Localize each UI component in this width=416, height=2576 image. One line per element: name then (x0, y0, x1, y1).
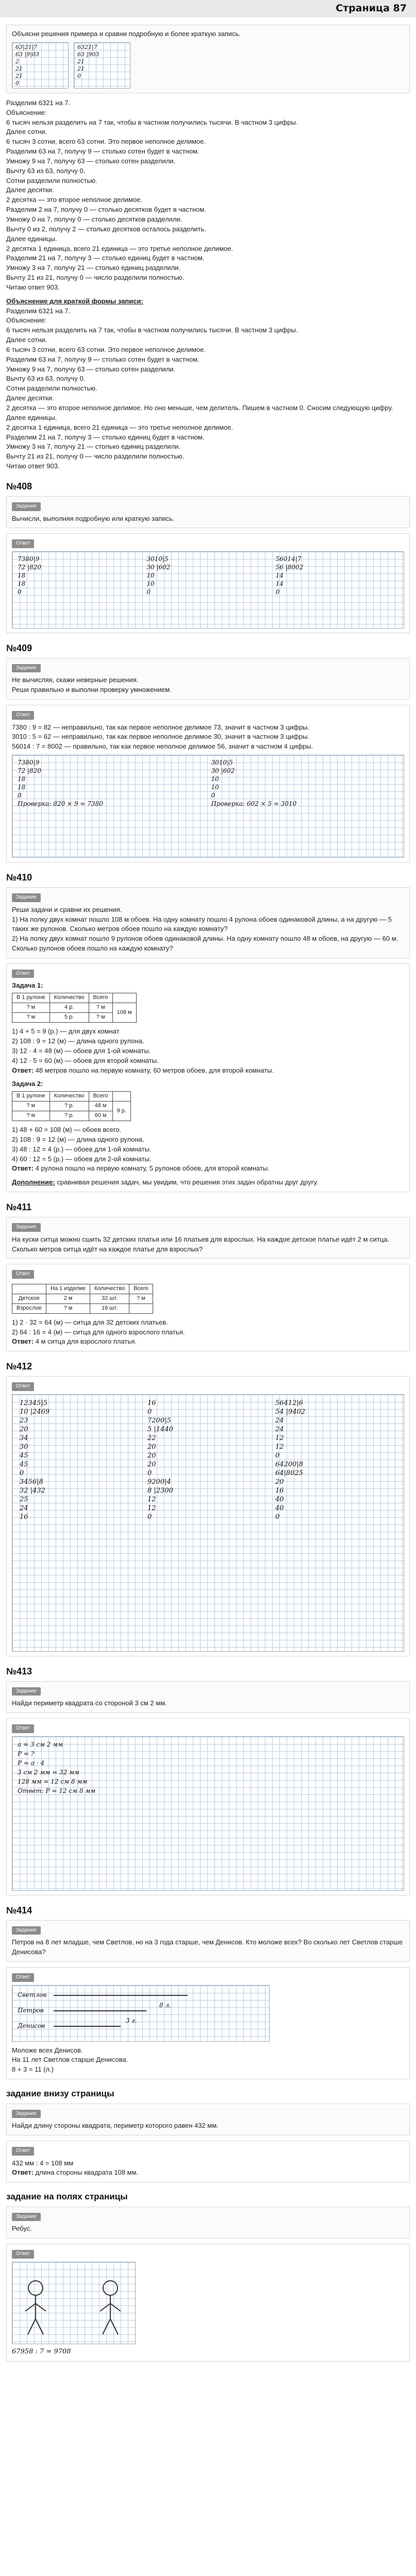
explanation-line: Читаю ответ 903. (6, 283, 60, 291)
intro-text: Объясни решения примера и сравни подробную и более краткую запись. (12, 30, 241, 38)
difference-label-3: 3 г. (126, 2016, 137, 2024)
segment-denisov (54, 2026, 121, 2027)
segment-petrov (54, 2010, 146, 2011)
calc-line: 18 (18, 784, 26, 791)
calc-line: 45 (20, 1460, 28, 1468)
calc-line: 72 |820 (18, 767, 42, 775)
calc-line: 22 (147, 1434, 156, 1442)
answer-line: На 11 лет Светлов старше Денисова. (12, 2056, 128, 2064)
task-413-text: Найди периметр квадрата со стороной 3 см 2 мм. (12, 1699, 167, 1707)
calc-line: 0 (147, 1408, 152, 1416)
task-number-413: №413 (6, 1666, 32, 1676)
explanation-line: Далее сотни. (6, 336, 47, 344)
calc-line: 25 (20, 1495, 28, 1503)
task-tag: Задание (12, 1223, 41, 1232)
task-number-414: №414 (6, 1905, 32, 1916)
calc-line: 12 (147, 1504, 156, 1512)
calc-line: 30 |602 (211, 767, 235, 775)
problem-2-answer-label: Ответ: (12, 1164, 34, 1173)
calc-line: 20 (20, 1425, 28, 1433)
task-number-412: №412 (6, 1361, 32, 1372)
calc-line: 54 |9402 (275, 1408, 306, 1416)
explanation-line: Умножу 0 на 7, получу 0 — столько десятков разделили. (6, 215, 182, 223)
explanation-line: Разделим 6321 на 7. (6, 98, 71, 107)
intro-calc (12, 42, 404, 89)
task-408-text: Вычисли, выполняя подробную или краткую запись. (12, 514, 175, 522)
explanation-line: Читаю ответ 903. (6, 462, 60, 470)
margin-answer-block (6, 2244, 410, 2361)
calc-line: 0 (275, 1513, 280, 1521)
bottom-task-block (6, 2104, 410, 2136)
explanation-line: Разделим 63 на 7, получу 9 — столько сотен будет в частном. (6, 147, 199, 156)
task-414-block (6, 1920, 410, 1962)
calc-line: 0 (211, 792, 215, 800)
explanation-line: Вычту 21 из 21, получу 0 — число разделили полностью. (6, 452, 185, 461)
explanation-1 (6, 98, 410, 293)
margin-task-heading: задание на полях страницы (6, 2192, 128, 2202)
page-header (0, 0, 416, 18)
calc-line: 3010|5 (211, 759, 233, 767)
calc-line: 5 |1440 (147, 1425, 173, 1433)
calc-line: 40 (275, 1504, 284, 1512)
task-line: 1) На полку двух комнат пошло 108 м обоев. На одну комнату пошло 4 рулона обоев одинаковой длины, а на другую — 5 таких же рулонов. Сколько метров обоев пошло на каждую комнату? (12, 915, 392, 933)
explanation-line: Разделим 63 на 7, получу 9 — столько сотен будет в частном. (6, 355, 199, 363)
explanation-line: 6 тысяч нельзя разделить на 7 так, чтобы в частном получились тысячи. В частном 3 цифры. (6, 326, 298, 334)
answer-408-work (12, 551, 404, 629)
solution-line: 1) 48 + 60 = 108 (м) — обоев всего. (12, 1126, 122, 1133)
calc-line: 0 (77, 72, 81, 79)
explanation-line: Разделим 21 на 7, получу 3 — столько единиц будет в частном. (6, 254, 205, 262)
answer-tag: Ответ (12, 539, 34, 548)
problem-1-answer: 48 метров пошло на первую комнату, 60 метров обоев, для второй комнаты. (35, 1066, 274, 1074)
margin-task-text: Ребус. (12, 2225, 32, 2233)
calc-line: 0 (18, 588, 22, 596)
explanation-line: Умножу 3 на 7, получу 21 — столько единиц разделили. (6, 264, 181, 272)
answer-line: 3010 : 5 = 62 — неправильно, так как первое неполное делимое 30, значит в частном 3 цифры. (12, 733, 309, 741)
calc-line: 64|8025 (275, 1469, 304, 1477)
calc-line: 20 (147, 1451, 156, 1460)
task-410-block (6, 887, 410, 958)
answer-tag: Ответ (12, 1724, 34, 1733)
calc-line: 18 (18, 775, 26, 783)
calc-line: 63 |9|03 (15, 50, 39, 58)
task-tag: Задание (12, 502, 41, 511)
calc-line: 24 (275, 1416, 284, 1425)
segment-label-petrov: Петров (18, 2006, 44, 2014)
calc-line: a = 3 см 2 мм (18, 1740, 63, 1748)
calc-line: 12 (275, 1434, 284, 1442)
calc-line: 3010|5 (146, 555, 169, 563)
bottom-answer-text: длина стороны квадрата 108 мм. (35, 2168, 139, 2177)
calc-line: 20 (147, 1460, 156, 1468)
calc-line: 21 (77, 65, 85, 72)
task-line: Не вычисляя, скажи неверные решения. (12, 676, 139, 684)
calc-line: 24 (275, 1425, 284, 1433)
calc-line: Ответ: P = 12 см 8 мм (18, 1787, 96, 1794)
margin-answer-line: 67958 : 7 = 9708 (12, 2347, 71, 2355)
task-number-410: №410 (6, 872, 32, 883)
calc-line: Проверка: 602 × 5 = 3010 (211, 800, 297, 808)
bottom-answer-label: Ответ: (12, 2168, 34, 2177)
task-411-text: На куски ситца можно сшить 32 детских платья или 16 платьев для взрослых. На каждое детское платье идёт 2 м ситца. Сколько метров ситца идёт на каждое платье для взрослых? (12, 1235, 390, 1253)
explanation-line: Умножу 3 на 7, получу 21 — столько единиц разделили. (6, 443, 181, 451)
task-number-409: №409 (6, 642, 32, 653)
calc-line: 0 (147, 1469, 152, 1477)
task-tag: Задание (12, 2213, 41, 2222)
answer-tag: Ответ (12, 1270, 34, 1279)
calc-line: P = a · 4 (18, 1759, 44, 1767)
calc-line: 21 (15, 65, 23, 72)
calc-line: P = ? (18, 1750, 35, 1757)
calc-line: 12 (147, 1495, 156, 1503)
calc-line: 18 (18, 571, 26, 579)
task-tag: Задание (12, 2110, 41, 2119)
answer-tag: Ответ (12, 2250, 34, 2259)
answer-409-work (12, 755, 404, 858)
solution-line: 4) 60 : 12 = 5 (р.) — обоев для 2-ой комнаты. (12, 1155, 152, 1163)
supplement-label: Дополнение: (12, 1178, 55, 1187)
explanation-line: Объяснение: (6, 316, 47, 325)
answer-411-table: На 1 изделие Количество Всего Детское 2 м 32 шт. ? м Взрослое ? м 16 шт. (12, 1284, 153, 1314)
explanation-line: Умножу 9 на 7, получу 63 — столько сотен разделили. (6, 157, 176, 165)
calc-line: 64200|8 (275, 1460, 304, 1468)
explanation-line: 2 десятка 1 единица, всего 21 единица — это третье неполное делимое. (6, 423, 233, 431)
task-409-block (6, 658, 410, 700)
explanation-line: 6 тысяч 3 сотни, всего 63 сотни. Это первое неполное делимое. (6, 138, 206, 146)
task-414-text: Петров на 8 лет младше, чем Светлов, но на 3 года старше, чем Денисов. Кто моложе всех? Во сколько лет Светлов старше Денисова? (12, 1938, 403, 1956)
answer-411-label: Ответ: (12, 1337, 34, 1346)
bottom-task-text: Найди длину стороны квадрата, периметр которого равен 432 мм. (12, 2122, 219, 2130)
task-tag: Задание (12, 664, 41, 673)
answer-line: 8 + 3 = 11 (л.) (12, 2065, 54, 2074)
task-number-411: №411 (6, 1202, 32, 1213)
calc-line: 3 см 2 мм = 32 мм (18, 1768, 79, 1776)
calc-line: 0 (146, 588, 151, 596)
calc-line: 0 (15, 79, 19, 87)
calc-line: 72 |820 (18, 563, 42, 571)
segment-svetlov (54, 1995, 188, 1996)
calc-line: 0 (275, 1451, 280, 1460)
explanation-line: Далее единицы. (6, 413, 57, 421)
explanation-2 (6, 297, 410, 471)
explanation-line: 2 десятка — это второе неполное делимое. Но оно меньше, чем делитель. Пишем в частном 0. Сносим следующую цифру. (6, 404, 393, 412)
solution-line: 3) 12 · 4 = 48 (м) — обоев для 1-ой комнаты. (12, 1046, 151, 1055)
calc-line: 23 (20, 1416, 28, 1425)
segment-label-denisov: Денисов (18, 2022, 45, 2029)
calc-line: 21 (15, 72, 23, 79)
page-title: Страница 87 (336, 3, 407, 14)
calc-line: 34 (20, 1434, 28, 1442)
answer-413-work (12, 1736, 404, 1891)
answer-line: 56014 : 7 = 8002 — правильно, так как первое неполное делимое 56, значит в частном 4 цифры. (12, 742, 313, 751)
calc-line: 7380|9 (18, 555, 40, 563)
calc-line: 10 |2469 (20, 1408, 50, 1416)
calc-line: 128 мм = 12 см 8 мм (18, 1777, 88, 1785)
calc-line: 3456|8 (20, 1478, 43, 1486)
problem-1-answer-label: Ответ: (12, 1066, 34, 1074)
calc-line: 16 (147, 1399, 156, 1407)
calc-line: 16 (275, 1486, 284, 1495)
answer-tag: Ответ (12, 711, 34, 720)
task-tag: Задание (12, 893, 41, 902)
calc-line: 10 (146, 580, 155, 587)
explanation-line: Вычту 0 из 2, получу 2 — столько десятков осталось разделить. (6, 225, 206, 233)
answer-408-block (6, 533, 410, 633)
intro-calc-left (12, 42, 69, 89)
answer-line: 7380 : 9 = 82 — неправильно, так как первое неполное делимое 73, значит в частном 3 цифры. (12, 723, 309, 731)
calc-line: 12345|5 (20, 1399, 48, 1407)
problem-2-title: Задача 2: (12, 1080, 43, 1088)
answer-409-block (6, 705, 410, 862)
calc-line: 0 (20, 1469, 24, 1477)
calc-line: 56412|6 (275, 1399, 304, 1407)
page-content (0, 18, 416, 2362)
answer-411-text: 4 м ситца для взрослого платья. (35, 1337, 137, 1346)
solution-line: 2) 64 : 16 = 4 (м) — ситца для одного взрослого платья. (12, 1328, 185, 1336)
answer-tag: Ответ (12, 1382, 34, 1391)
answer-414-block (6, 1967, 410, 2079)
answer-tag: Ответ (12, 970, 34, 978)
bottom-answer-line: 432 мм : 4 = 108 мм (12, 2159, 74, 2167)
calc-line: 10 (211, 784, 219, 791)
margin-answer-illustration (12, 2262, 136, 2344)
answer-tag: Ответ (12, 2147, 34, 2156)
calc-line: 21 (77, 58, 85, 65)
calc-line: 20 (275, 1478, 284, 1486)
answer-411-block (6, 1264, 410, 1351)
answer-412-block (6, 1376, 410, 1656)
bottom-answer-block (6, 2141, 410, 2182)
explanation-line: Сотни разделили полностью. (6, 384, 97, 393)
explanation-line: Разделим 6321 на 7. (6, 307, 71, 315)
answer-tag: Ответ (12, 1973, 34, 1982)
calc-line: 63 |903 (77, 50, 99, 58)
solution-line: 2) 108 : 9 = 12 (м) — длина одного рулона. (12, 1037, 144, 1045)
calc-line: 20 (147, 1443, 156, 1451)
calc-line: Проверка: 820 × 9 = 7380 (18, 800, 103, 808)
calc-line: 32 |432 (20, 1486, 45, 1495)
calc-line: 18 (18, 580, 26, 587)
answer-413-block (6, 1718, 410, 1895)
answer-414-diagram (12, 1985, 270, 2042)
explanation-line: Далее десятки. (6, 186, 54, 194)
calc-line: 6321|7 (77, 43, 97, 50)
calc-line: 45 (20, 1451, 28, 1460)
explanation-2-heading: Объяснение для краткой формы записи: (6, 297, 143, 305)
calc-line: 14 (275, 580, 284, 587)
solution-line: 1) 2 · 32 = 64 (м) — ситца для 32 детских платьев. (12, 1318, 168, 1326)
task-line: 2) На полку двух комнат пошло 9 рулонов обоев одинаковой длины. На одну комнату пошло 48 м обоев, на другую — 60 м. Сколько рулонов обоев пошло на каждую комнату? (12, 935, 398, 953)
explanation-line: Разделим 21 на 7, получу 3 — столько единиц будет в частном. (6, 433, 205, 441)
calc-line: 30 (20, 1443, 28, 1451)
explanation-line: 6 тысяч 3 сотни, всего 63 сотни. Это первое неполное делимое. (6, 345, 206, 353)
calc-line: 30 |602 (146, 563, 171, 571)
calc-line: 0 (147, 1513, 152, 1521)
solution-line: 3) 48 : 12 = 4 (р.) — обоев для 1-ой комнаты. (12, 1145, 152, 1153)
segment-label-svetlov: Светлов (18, 1991, 47, 1998)
bottom-task-heading: задание внизу страницы (6, 2089, 114, 2099)
calc-line: 10 (146, 571, 155, 579)
explanation-line: Разделим 2 на 7, получу 0 — столько десятков будет в частном. (6, 206, 206, 214)
explanation-line: Сотни разделили полностью. (6, 176, 97, 184)
explanation-line: 6 тысяч нельзя разделить на 7 так, чтобы в частном получились тысячи. В частном 3 цифры. (6, 118, 298, 126)
calc-line: 56014|7 (275, 555, 302, 563)
problem-2-table: В 1 рулоне Количество Всего ? м ? р. 48 м 9 р. ? м ? р. 60 м (12, 1091, 131, 1121)
calc-line: 63|21|7 (15, 43, 38, 50)
task-tag: Задание (12, 1926, 41, 1935)
explanation-line: Вычту 63 из 63, получу 0. (6, 375, 86, 383)
problem-1-title: Задача 1: (12, 981, 43, 990)
explanation-line: 2 десятка 1 единица, всего 21 единица — это третье неполное делимое. (6, 244, 233, 252)
task-408-block (6, 496, 410, 528)
answer-410-block (6, 963, 410, 1192)
calc-line: 10 (211, 775, 219, 783)
calc-line: 2 (15, 58, 19, 65)
task-411-block (6, 1217, 410, 1259)
task-number-408: №408 (6, 481, 32, 492)
rebus-illustration (12, 2262, 136, 2345)
supplement-text: сравнивая решения задач, мы увидим, что решения этих задач обратны друг другу. (57, 1178, 319, 1187)
margin-task-block (6, 2207, 410, 2239)
explanation-line: 2 десятка — это второе неполное делимое. (6, 196, 143, 204)
calc-line: 16 (20, 1513, 28, 1521)
explanation-line: Далее единицы. (6, 234, 57, 243)
task-line: Реши задачи и сравни их решения. (12, 905, 122, 913)
calc-line: 12 (275, 1443, 284, 1451)
solution-line: 2) 108 : 9 = 12 (м) — длина одного рулона. (12, 1135, 144, 1143)
calc-line: 56 |8002 (275, 563, 304, 571)
explanation-line: Объяснение: (6, 108, 47, 116)
problem-2-answer: 4 рулона пошло на первую комнату, 5 рулонов обоев, для второй комнаты. (35, 1164, 270, 1173)
task-line: Реши правильно и выполни проверку умножением. (12, 686, 172, 694)
task-tag: Задание (12, 1687, 41, 1696)
calc-line: 14 (275, 571, 284, 579)
solution-line: 1) 4 + 5 = 9 (р.) — для двух комнат (12, 1027, 120, 1036)
problem-1-table: В 1 рулоне Количество Всего ? м 4 р. ? м 108 м ? м 5 р. ? м (12, 993, 137, 1023)
answer-line: Моложе всех Денисов. (12, 2046, 83, 2054)
calc-line: 7200|5 (147, 1416, 171, 1425)
calc-line: 24 (20, 1504, 28, 1512)
explanation-line: Вычту 63 из 63, получу 0. (6, 166, 86, 175)
explanation-line: Умножу 9 на 7, получу 63 — столько сотен разделили. (6, 365, 176, 373)
solution-line: 4) 12 · 5 = 60 (м) — обоев для второй комнаты. (12, 1056, 159, 1064)
difference-label-8: 8 л. (159, 2001, 171, 2009)
calc-line: 7380|9 (18, 759, 40, 767)
calc-line: 9200|4 (147, 1478, 171, 1486)
calc-line: 0 (275, 588, 280, 596)
task-413-block (6, 1681, 410, 1713)
answer-412-work (12, 1394, 404, 1652)
explanation-line: Вычту 21 из 21, получу 0 — число разделили полностью. (6, 274, 185, 282)
calc-line: 8 |2300 (147, 1486, 173, 1495)
explanation-line: Далее десятки. (6, 394, 54, 402)
calc-line: 40 (275, 1495, 284, 1503)
calc-line: 0 (18, 792, 22, 800)
intro-calc-right (74, 42, 130, 89)
explanation-line: Далее сотни. (6, 128, 47, 136)
intro-block (6, 25, 410, 93)
